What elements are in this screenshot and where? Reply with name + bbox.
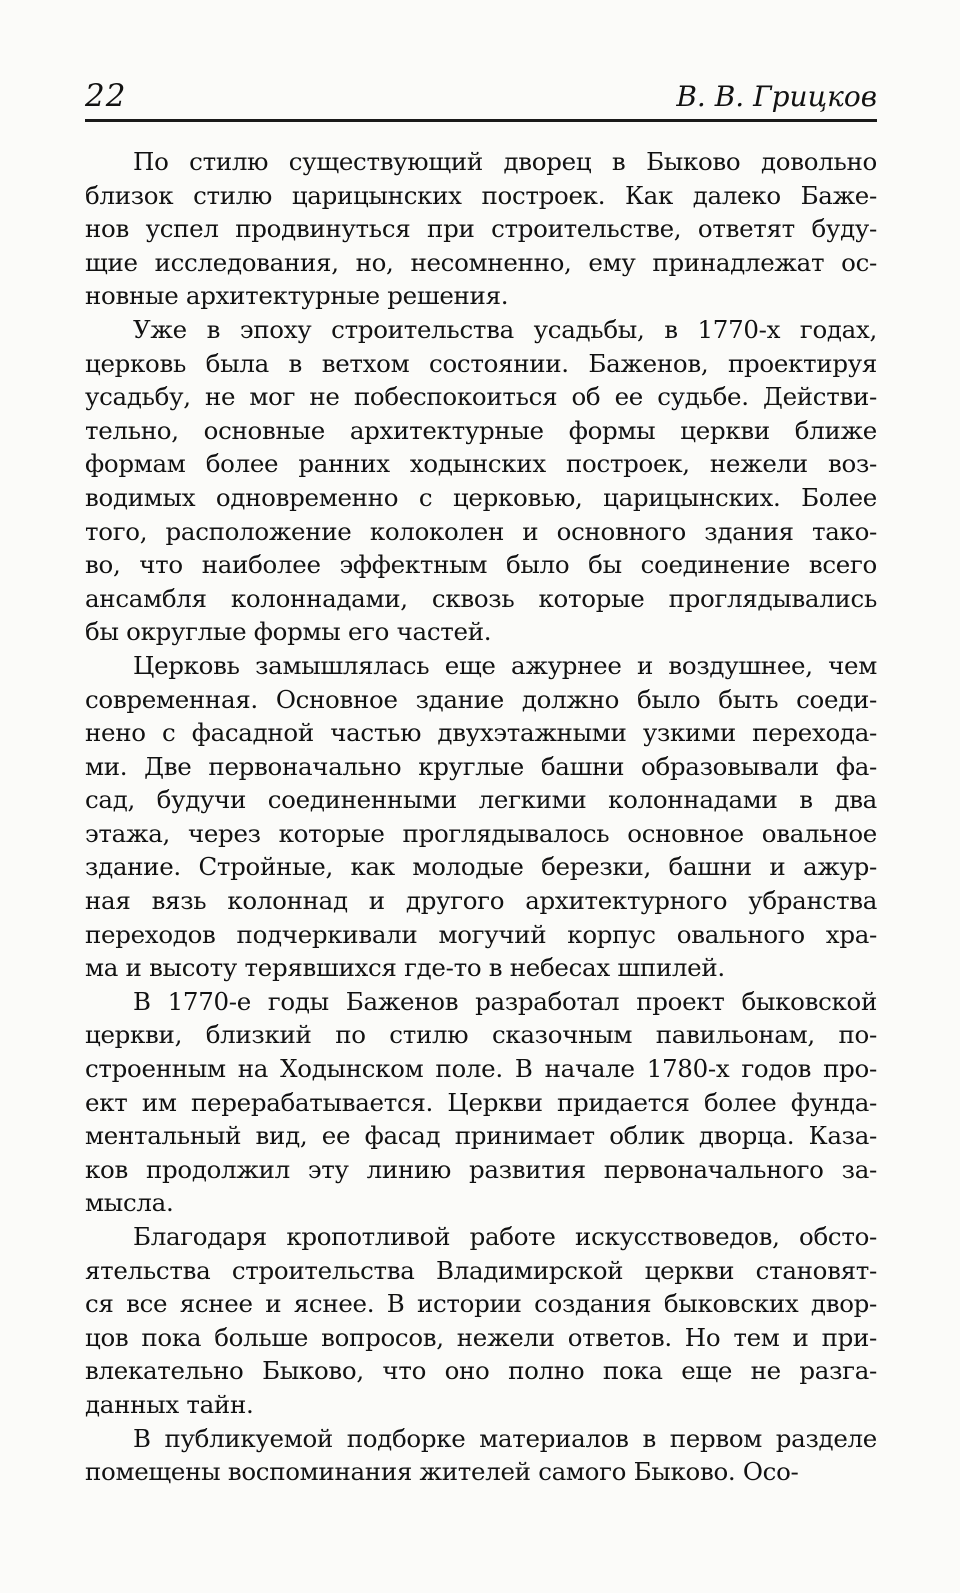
text-line: мысла. [85, 1188, 174, 1218]
text-line: ков продолжил эту линию развития первоначального за- [85, 1154, 877, 1184]
text-line: Церковь замышлялась еще ажурнее и воздушнее, чем [133, 650, 877, 680]
paragraph [85, 313, 877, 649]
text-line: ми. Две первоначально круглые башни образовывали фа- [85, 751, 877, 781]
text-line: строенным на Ходынском поле. В начале 1780-х годов про- [85, 1054, 877, 1084]
text-line: того, расположение колоколен и основного здания тако- [85, 516, 877, 546]
text-line: ментальный вид, ее фасад принимает облик дворца. Каза- [85, 1121, 877, 1151]
text-line: формам более ранних ходынских построек, нежели воз- [85, 449, 877, 479]
text-line: ект им перерабатывается. Церкви придается более фунда- [85, 1087, 877, 1117]
paragraph [85, 145, 877, 313]
paragraph [85, 1422, 877, 1489]
text-line: данных тайн. [85, 1389, 254, 1419]
page-body [85, 145, 877, 1489]
text-line: во, что наиболее эффектным было бы соединение всего [85, 550, 877, 580]
text-line: По стилю существующий дворец в Быково довольно [133, 147, 877, 176]
text-line: ная вязь колоннад и другого архитектурного убранства [85, 886, 877, 916]
text-line: бы округлые формы его частей. [85, 617, 492, 647]
text-line: щие исследования, но, несомненно, ему принадлежат ос- [85, 247, 877, 277]
text-line: близок стилю царицынских построек. Как далеко Баже- [85, 180, 877, 210]
text-line: Благодаря кропотливой работе искусствоведов, обсто- [133, 1222, 877, 1251]
header-rule [85, 119, 877, 122]
text-line: нов успел продвинуться при строительстве, ответят буду- [85, 214, 877, 244]
text-line: ся все яснее и яснее. В истории создания быковских двор- [85, 1289, 877, 1319]
text-line: В публикуемой подборке материалов в первом разделе [133, 1423, 877, 1453]
text-line: В 1770-е годы Баженов разработал проект быковской [133, 986, 877, 1016]
paragraph [85, 649, 877, 985]
text-line: ятельства строительства Владимирской церкви становят- [85, 1255, 877, 1285]
text-line: помещены воспоминания жителей самого Быково. Осо- [85, 1457, 799, 1487]
page-number: 22 [85, 78, 127, 114]
paragraph [85, 985, 877, 1220]
running-header-author: В. В. Грицков [676, 80, 877, 113]
text-line: Уже в эпоху строительства усадьбы, в 1770-х годах, [133, 314, 877, 344]
text-line: церковь была в ветхом состоянии. Баженов, проектируя [85, 348, 877, 378]
text-line: усадьбу, не мог не побеспокоиться об ее судьбе. Действи- [85, 382, 877, 412]
text-line: водимых одновременно с церковью, царицынских. Более [85, 482, 877, 512]
text-line: тельно, основные архитектурные формы церкви ближе [85, 415, 877, 445]
text-line: нено с фасадной частью двухэтажными узкими перехода- [85, 718, 877, 748]
paragraph [85, 1220, 877, 1422]
text-line: ансамбля колоннадами, сквозь которые проглядывались [85, 583, 877, 613]
text-line: здание. Стройные, как молодые березки, башни и ажур- [85, 852, 877, 882]
text-line: этажа, через которые проглядывалось основное овальное [85, 818, 877, 848]
text-line: современная. Основное здание должно было быть соеди- [85, 684, 877, 714]
text-line: новные архитектурные решения. [85, 281, 509, 311]
text-line: ма и высоту терявшихся где-то в небесах шпилей. [85, 953, 725, 983]
running-header [85, 78, 877, 114]
text-line: цов пока больше вопросов, нежели ответов. Но тем и при- [85, 1322, 877, 1352]
text-line: влекательно Быково, что оно полно пока еще не разга- [85, 1356, 877, 1386]
text-line: сад, будучи соединенными легкими колоннадами в два [85, 785, 877, 815]
text-line: церкви, близкий по стилю сказочным павильонам, по- [85, 1020, 877, 1050]
text-line: переходов подчеркивали могучий корпус овального хра- [85, 919, 877, 949]
